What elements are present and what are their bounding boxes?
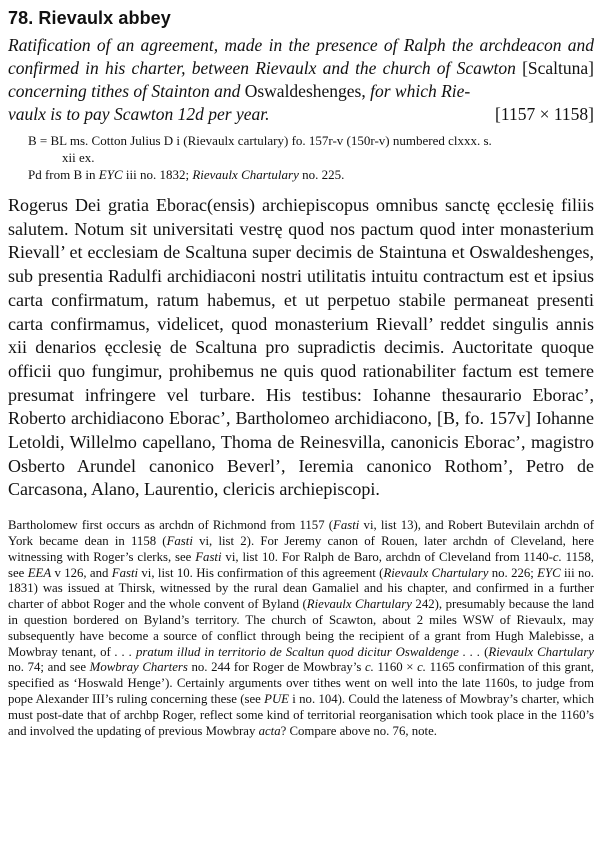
entry-date: [1157 × 1158] xyxy=(495,104,594,124)
summary-last-line: vaulx is to pay Scawton 12d per year. xyxy=(8,104,270,124)
note-text: no. 244 for Roger de Mowbray’s xyxy=(187,660,365,675)
note-ref: c. xyxy=(552,549,562,564)
entry-summary xyxy=(8,34,594,103)
note-ref: c. xyxy=(417,660,426,675)
note-quote: . . . pratum illud in territorio de Scaltun quod dicitur Oswaldenge . . . xyxy=(114,644,481,659)
source-text: iii no. 1832; xyxy=(122,167,193,182)
note-text: Bartholomew first occurs as archdn of Richmond from 1157 ( xyxy=(8,518,334,533)
summary-place-name: [Scaltuna] xyxy=(522,58,594,78)
source-line: xii ex. xyxy=(62,150,95,165)
note-ref: Fasti xyxy=(111,565,139,580)
note-text: 1158, see xyxy=(8,549,594,580)
note-ref: Rievaulx Chartulary xyxy=(488,644,594,659)
note-text: v 126, and xyxy=(51,565,112,580)
note-ref: Fasti xyxy=(195,549,222,564)
summary-text: for which Rie- xyxy=(365,81,471,101)
editorial-note xyxy=(8,518,594,739)
note-ref: Rievaulx Chartulary xyxy=(383,565,489,580)
note-ref: Fasti xyxy=(166,533,193,548)
note-text: no. 74; and see xyxy=(8,660,90,675)
note-text: 1160 × xyxy=(373,660,418,675)
note-paragraph xyxy=(8,518,594,739)
source-line: B = BL ms. Cotton Julius D i (Rievaulx cartulary) fo. 157r-v (150r-v) numbered clxxx. s. xyxy=(28,133,492,148)
document-page xyxy=(8,6,594,739)
note-text: vi, list 2). For Jeremy canon of Rouen, later archdn of Cleveland, here witnessing with Roger’s clerks, see xyxy=(8,533,594,564)
note-ref: PUE xyxy=(264,691,290,706)
entry-heading: 78. Rievaulx abbey xyxy=(8,8,171,28)
print-source-line xyxy=(28,166,588,183)
source-text: no. 225. xyxy=(298,167,345,182)
note-ref: EEA xyxy=(27,565,52,580)
charter-paragraph: Rogerus Dei gratia Eborac(ensis) archiepiscopus omnibus sanctę ęcclesię filiis salutem. Notum sit universitati vestrę quod nos pactum quod inter monasterium Rievall’ et ecclesiam de Scaltuna super decimis de Staintuna et Oswaldeshenges, sub presentia Radulfi archidiaconi nostri utilitatis intuitu contractum est et ipsius carta confirmatum, ratum habemus, et ut perpetuo stabile permaneat presenti carta confirmamus, videlicet, quod monasterium Rievall’ reddet singulis annis xii denarios ęcclesię de Scaltuna pro supradictis decimis. Auctoritate quoque officii quo fungimur, prohibemus ne quis quod rationabiliter factum est temere presumat infringere vel turbare. His testibus: Iohanne thesaurario Eborac’, Roberto archidiacono Eborac’, Bartholomeo archidiacono, [B, fo. 157v] Iohanne Letoldi, Willelmo capellano, Thoma de Reinesvilla, canonicis Eborac’, magistro Osberto Arundel canonico Beverl’, Ieremia canonico Rothom’, Petro de Carcasona, Alano, Laurentio, clericis archiepiscopi. xyxy=(8,195,594,500)
note-text: ? Compare above no. 76, note. xyxy=(280,723,437,738)
source-text: Pd from B in xyxy=(28,167,99,182)
note-ref: Fasti xyxy=(333,518,360,533)
note-ref: Mowbray Charters xyxy=(89,660,188,675)
source-title: EYC xyxy=(98,167,123,182)
summary-place-name: Oswaldeshenges, xyxy=(244,81,366,101)
note-text: ( xyxy=(480,644,489,659)
note-text: iii no. 1831) was issued at Thirsk, witnessed by the rural dean Gamaliel and his chapter, and confirmed in a further charter of abbot Roger and the whole convent of Byland ( xyxy=(8,565,594,612)
note-ref: EYC xyxy=(537,565,561,580)
manuscript-sources xyxy=(28,132,588,183)
note-text: 242), presumably because the land in question bordered on Byland’s territory. The church of Scawton, about 2 miles WSW of Rievaulx, may subsequently have become a source of conflict through being the recipient of a grant from Hugh Malebisse, a Mowbray tenant, of xyxy=(8,597,594,659)
note-text: vi, list 10. His confirmation of this agreement ( xyxy=(138,565,384,580)
note-text: vi, list 10. For Ralph de Baro, archdn of Cleveland from 1140- xyxy=(221,549,553,564)
source-title: Rievaulx Chartulary xyxy=(192,167,299,182)
summary-text: concerning tithes of Stainton and xyxy=(8,81,245,101)
note-text: no. 226; xyxy=(488,565,538,580)
charter-text xyxy=(8,194,594,502)
note-ref: Rievaulx Chartulary xyxy=(306,597,412,612)
note-text: vi, list 13), and Robert Butevilain archdn of York became dean in 1158 ( xyxy=(8,518,594,548)
note-ref: acta xyxy=(258,723,281,738)
note-text: 1165 confirmation of this grant, specified as ‘Hoswald Henge’). Certainly arguments over tithes went on well into the late 1160s, to judge from pope Alexander III’s ruling concerning these (see xyxy=(8,660,594,706)
note-text: i no. 104). Could the lateness of Mowbray’s charter, which must post-date that of archbp Roger, reflect some kind of territorial reorganisation which took place in the 1160’s and involved the updating of previous Mowbray xyxy=(8,691,594,738)
summary-date-row xyxy=(8,103,594,126)
summary-text: Ratification of an agreement, made in the presence of Ralph the archdeacon and confirmed in his charter, between Rievaulx and the church of Scawton xyxy=(8,35,594,78)
note-ref: c. xyxy=(365,660,374,675)
